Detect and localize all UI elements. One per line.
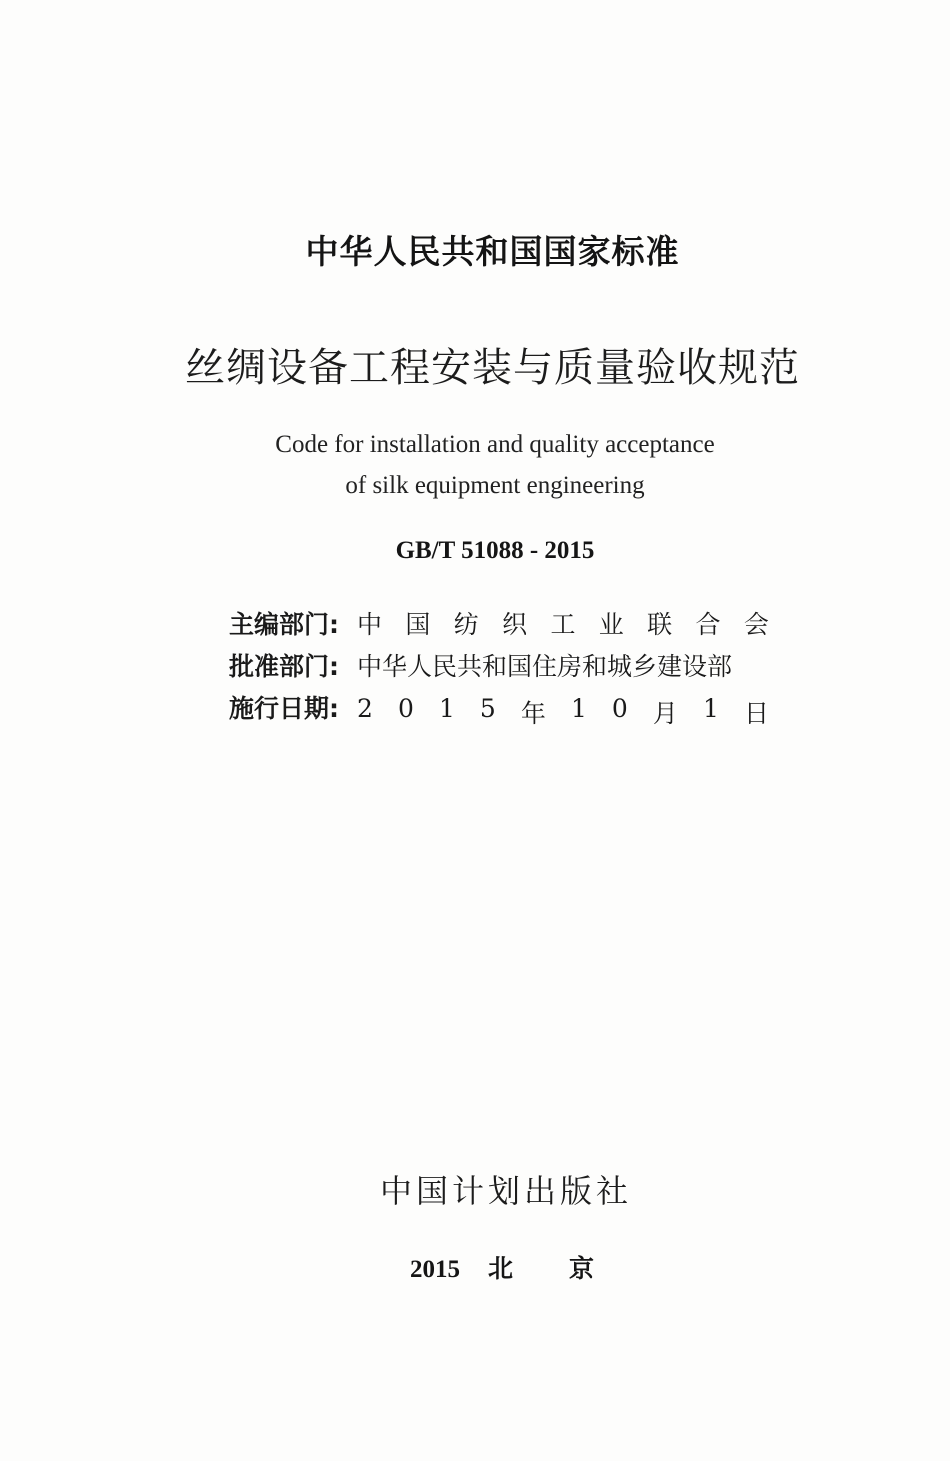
english-title: [0, 424, 950, 506]
editor-char: 联: [647, 610, 673, 639]
editor-char: 合: [695, 610, 721, 639]
date-char: 1: [702, 694, 719, 723]
effective-date-row: [229, 689, 769, 731]
editor-char: 会: [743, 610, 769, 639]
chinese-title: 丝绸设备工程安装与质量验收规范: [185, 345, 800, 391]
english-title-line-2: of silk equipment engineering: [345, 472, 645, 499]
english-title-line-1: Code for installation and quality acceptance: [275, 431, 715, 458]
editor-char: 工: [550, 610, 576, 639]
standard-code: GB/T 51088 - 2015: [395, 537, 595, 564]
date-char: 5: [479, 694, 496, 723]
date-char: 1: [438, 694, 455, 723]
approver-value: 中华人民共和国住房和城乡建设部: [357, 652, 733, 681]
approver-label: 批准部门:: [229, 652, 339, 681]
editor-char: 国: [405, 610, 431, 639]
effective-date-value: [357, 694, 769, 730]
publication-year-city: [410, 1249, 650, 1285]
approver-row: [229, 647, 769, 689]
effective-date-label: 施行日期:: [229, 694, 339, 723]
editor-value: [357, 605, 769, 641]
editor-row: [229, 605, 769, 647]
publication-info: [229, 605, 769, 731]
publisher-name: 中国计划出版社: [379, 1172, 632, 1210]
date-char: 年: [520, 699, 546, 728]
editor-char: 织: [502, 610, 528, 639]
date-char: 1: [570, 694, 587, 723]
publication-city: 北京: [488, 1254, 651, 1283]
date-char: 0: [397, 694, 414, 723]
editor-label: 主编部门:: [229, 610, 339, 639]
date-char: 2: [357, 694, 373, 723]
editor-char: 纺: [453, 610, 479, 639]
editor-char: 中: [357, 610, 383, 639]
date-char: 日: [743, 699, 769, 728]
publication-year: 2015: [410, 1256, 460, 1283]
date-char: 0: [611, 694, 628, 723]
national-standard-heading: 中华人民共和国国家标准: [305, 232, 680, 271]
date-char: 月: [652, 699, 678, 728]
editor-char: 业: [598, 610, 624, 639]
